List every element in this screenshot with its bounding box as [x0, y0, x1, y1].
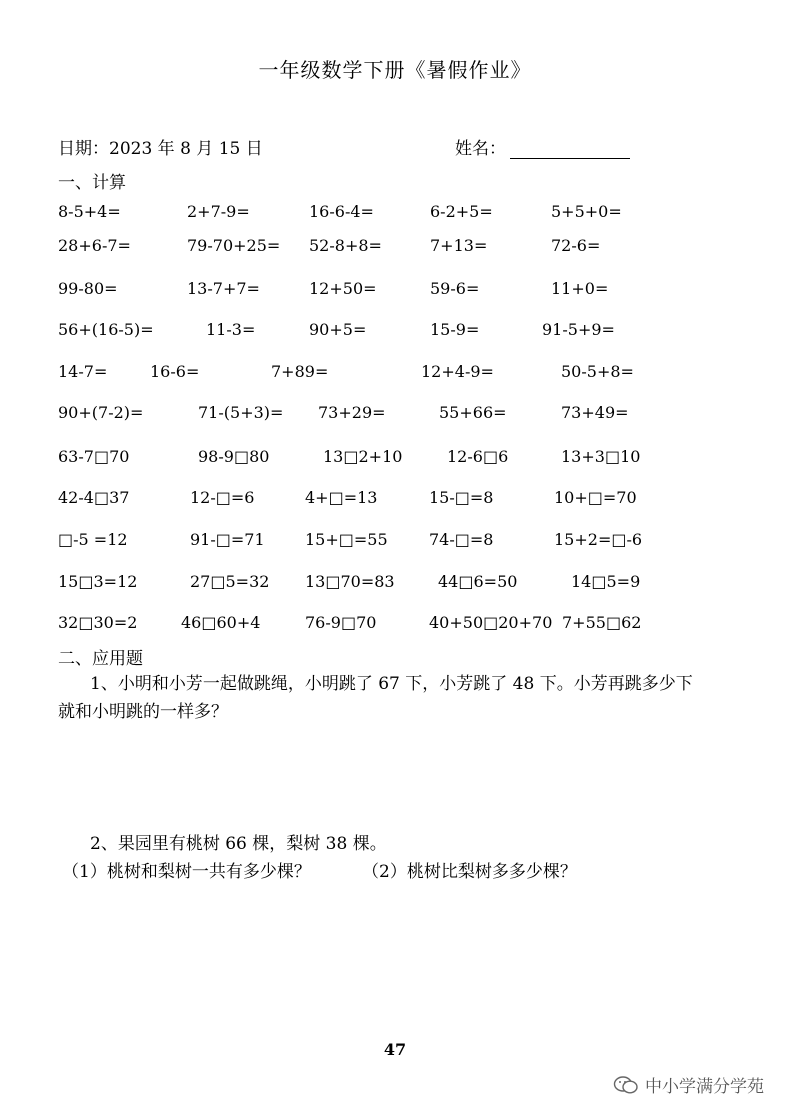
exercise-item: 46□60+4 [181, 613, 261, 632]
exercise-item: 12+50= [309, 279, 377, 298]
exercise-item: 73+29= [318, 403, 386, 422]
exercise-item: □-5 =12 [58, 530, 128, 549]
page-number: 47 [383, 1040, 407, 1059]
exercise-item: 12-6□6 [447, 447, 509, 466]
exercise-row [0, 318, 790, 342]
exercise-item: 55+66= [439, 403, 507, 422]
exercise-item: 7+13= [430, 236, 488, 255]
exercise-row [0, 200, 790, 224]
exercise-item: 91-5+9= [542, 320, 615, 339]
exercise-item: 72-6= [551, 236, 601, 255]
exercise-row [0, 611, 790, 635]
exercise-item: 99-80= [58, 279, 118, 298]
exercise-item: 90+(7-2)= [58, 403, 144, 422]
exercise-item: 50-5+8= [561, 362, 634, 381]
wechat-icon [613, 1075, 639, 1095]
exercise-item: 40+50□20+70 [429, 613, 553, 632]
exercise-item: 44□6=50 [438, 572, 518, 591]
exercise-item: 56+(16-5)= [58, 320, 154, 339]
question-2-part-2: （2）桃树比梨树多多少棵？ [362, 862, 577, 882]
exercise-item: 71-(5+3)= [198, 403, 284, 422]
exercise-item: 4+□=13 [305, 488, 378, 507]
exercise-item: 14-7= [58, 362, 108, 381]
exercise-row [0, 445, 790, 469]
exercise-row [0, 234, 790, 258]
question-1-line-2: 就和小明跳的一样多？ [58, 702, 228, 722]
exercise-item: 16-6= [150, 362, 200, 381]
exercise-item: 15-□=8 [429, 488, 494, 507]
exercise-item: 6-2+5= [430, 202, 493, 221]
exercise-row [0, 486, 790, 510]
exercise-item: 63-7□70 [58, 447, 130, 466]
page-title: 一年级数学下册《暑假作业》 [258, 58, 532, 82]
exercise-item: 10+□=70 [554, 488, 637, 507]
question-2-part-1: （1）桃树和梨树一共有多少棵？ [62, 862, 311, 882]
exercise-row [0, 401, 790, 425]
exercise-item: 28+6-7= [58, 236, 131, 255]
exercise-item: 12+4-9= [421, 362, 494, 381]
exercise-item: 42-4□37 [58, 488, 130, 507]
exercise-item: 98-9□80 [198, 447, 270, 466]
exercise-item: 13-7+7= [187, 279, 260, 298]
question-1-line-1: 1、小明和小芳一起做跳绳，小明跳了 67 下，小芳跳了 48 下。小芳再跳多少下 [90, 674, 693, 694]
exercise-item: 76-9□70 [305, 613, 377, 632]
exercise-item: 15-9= [430, 320, 480, 339]
exercise-item: 59-6= [430, 279, 480, 298]
name-blank-line [510, 138, 630, 159]
exercise-row [0, 570, 790, 594]
exercise-row [0, 360, 790, 384]
section-word-problems-heading: 二、应用题 [58, 649, 143, 669]
exercise-item: 11-3= [206, 320, 256, 339]
exercise-row [0, 277, 790, 301]
exercise-item: 13+3□10 [561, 447, 641, 466]
exercise-item: 90+5= [309, 320, 367, 339]
name-field [455, 134, 630, 159]
exercise-row [0, 528, 790, 552]
exercise-item: 2+7-9= [187, 202, 250, 221]
watermark [613, 1072, 764, 1097]
exercise-item: 7+55□62 [562, 613, 642, 632]
exercise-item: 15+2=□-6 [554, 530, 643, 549]
exercise-item: 79-70+25= [187, 236, 281, 255]
exercise-item: 27□5=32 [190, 572, 270, 591]
exercise-item: 13□70=83 [305, 572, 395, 591]
exercise-item: 16-6-4= [309, 202, 374, 221]
exercise-item: 15□3=12 [58, 572, 138, 591]
question-2: 2、果园里有桃树 66 棵，梨树 38 棵。 [90, 834, 387, 854]
exercise-item: 13□2+10 [323, 447, 403, 466]
exercise-item: 32□30=2 [58, 613, 138, 632]
exercise-item: 14□5=9 [571, 572, 641, 591]
date-line: 日期：2023 年 8 月 15 日 [58, 139, 263, 159]
exercise-item: 91-□=71 [190, 530, 265, 549]
exercise-item: 5+5+0= [551, 202, 622, 221]
exercise-item: 52-8+8= [309, 236, 382, 255]
exercise-item: 73+49= [561, 403, 629, 422]
exercise-item: 74-□=8 [429, 530, 494, 549]
name-label: 姓名： [455, 139, 506, 159]
exercise-item: 7+89= [271, 362, 329, 381]
exercise-item: 8-5+4= [58, 202, 121, 221]
exercise-item: 11+0= [551, 279, 609, 298]
watermark-text: 中小学满分学苑 [645, 1077, 764, 1097]
exercise-item: 12-□=6 [190, 488, 255, 507]
section-calculation-heading: 一、计算 [58, 173, 126, 193]
exercise-item: 15+□=55 [305, 530, 388, 549]
